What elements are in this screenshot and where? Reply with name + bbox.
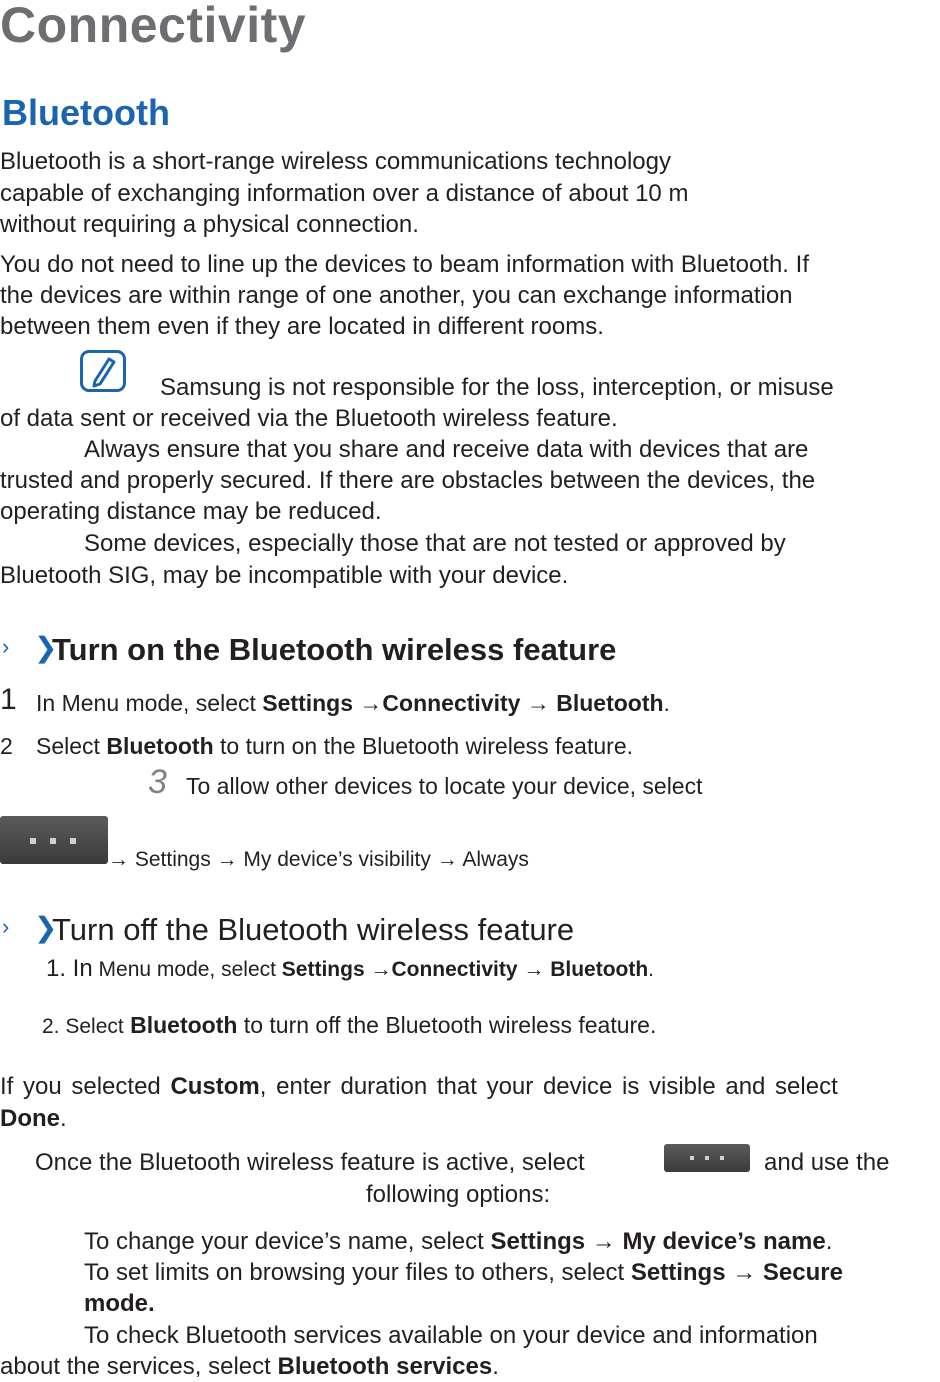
turn-off-heading: [0, 912, 700, 948]
option-change-name: To change your device’s name, select Settings → My device’s name.: [84, 1228, 833, 1255]
custom-line-1: If you selected Custom, enter duration that your device is visible and select: [0, 1073, 838, 1100]
custom-line-2: Done.: [0, 1105, 67, 1132]
para2-line-1: You do not need to line up the devices to beam information with Bluetooth. If: [0, 251, 809, 278]
turn-off-step-2: 2. Select Bluetooth to turn off the Bluetooth wireless feature.: [42, 1012, 657, 1038]
turn-on-visibility-path: → Settings → My device’s visibility → Always: [108, 848, 529, 871]
intro-line-3: without requiring a physical connection.: [0, 211, 419, 238]
page-title: Connectivity: [0, 0, 307, 53]
section-heading-bluetooth: Bluetooth: [2, 92, 170, 133]
note3-line-2: Bluetooth SIG, may be incompatible with your device.: [0, 562, 569, 589]
option-secure-mode: To set limits on browsing your files to others, select Settings → Secure: [84, 1259, 843, 1286]
menu-button-icon[interactable]: [664, 1144, 750, 1172]
note2-line-2: trusted and properly secured. If there are obstacles between the devices, the: [0, 467, 816, 494]
turn-off-heading-text: Turn off the Bluetooth wireless feature: [52, 912, 575, 947]
note1-line-1: Samsung is not responsible for the loss, interception, or misuse: [160, 374, 834, 401]
turn-off-step-1: 1. In Menu mode, select Settings →Connectivity → Bluetooth.: [46, 955, 655, 982]
note2-line-1: Always ensure that you share and receive data with devices that are: [84, 436, 809, 463]
para2-line-3: between them even if they are located in different rooms.: [0, 313, 604, 340]
note1-line-2: of data sent or received via the Bluetooth wireless feature.: [0, 405, 618, 432]
chevron-right-icon: ❯: [34, 632, 58, 663]
chevron-right-icon: ›: [2, 914, 10, 939]
menu-button-icon[interactable]: [0, 816, 108, 864]
option-secure-mode-cont: mode.: [84, 1290, 155, 1317]
option-services-line-2: about the services, select Bluetooth services.: [0, 1353, 499, 1380]
active-line-2: following options:: [366, 1181, 551, 1208]
note2-line-3: operating distance may be reduced.: [0, 498, 382, 525]
intro-line-2: capable of exchanging information over a distance of about 10 m: [0, 180, 689, 207]
chevron-right-icon: ❯: [34, 912, 58, 943]
option-services-line-1: To check Bluetooth services available on your device and information: [84, 1322, 818, 1349]
active-line-1: Once the Bluetooth wireless feature is active, select: [35, 1149, 585, 1176]
note-icon: [80, 350, 126, 392]
intro-line-1: Bluetooth is a short-range wireless communications technology: [0, 148, 672, 175]
chevron-right-icon: ›: [2, 634, 10, 659]
para2-line-2: the devices are within range of one another, you can exchange information: [0, 282, 793, 309]
note3-line-1: Some devices, especially those that are not tested or approved by: [84, 530, 786, 557]
active-line-1-end: and use the: [764, 1149, 890, 1176]
turn-on-heading: [0, 632, 700, 668]
turn-on-heading-text: Turn on the Bluetooth wireless feature: [52, 632, 617, 667]
